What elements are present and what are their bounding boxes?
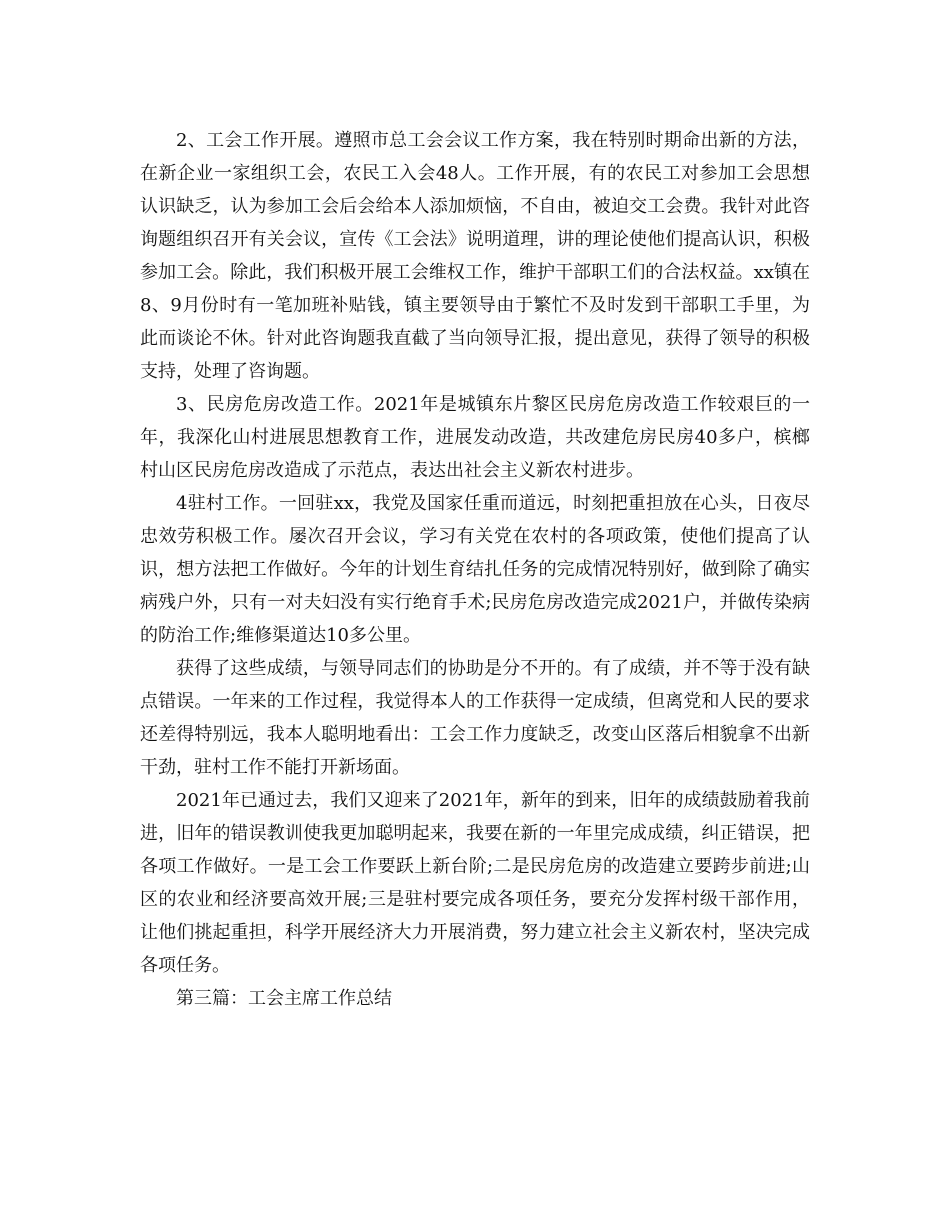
section-heading: 第三篇：工会主席工作总结	[176, 988, 392, 1009]
document-page	[140, 124, 810, 1015]
paragraph-achievements: 获得了这些成绩，与领导同志们的协助是分不开的。有了成绩，并不等于没有缺点错误。一年来的工作过程，我觉得本人的工作获得一定成绩，但离党和人民的要求还差得特别远，我本人聪明地看出：工会工作力度缺乏，改变山区落后相貌拿不出新干劲，驻村工作不能打开新场面。	[140, 658, 810, 778]
paragraph-village-work: 4驻村工作。一回驻xx，我党及国家任重而道远，时刻把重担放在心头，日夜尽忠效劳积极工作。屡次召开会议，学习有关党在农村的各项政策，使他们提高了认识，想方法把工作做好。今年的计划生育结扎任务的完成情况特别好，做到除了确实病残户外，只有一对夫妇没有实行绝育手术;民房危房改造完成2021户，并做传染病的防治工作;维修渠道达10多公里。	[140, 493, 810, 646]
paragraph-union-work: 2、工会工作开展。遵照市总工会会议工作方案，我在特别时期命出新的方法，在新企业一家组织工会，农民工入会48人。工作开展，有的农民工对参加工会思想认识缺乏，认为参加工会后会给本人添加烦恼，不自由，被迫交工会费。我针对此咨询题组织召开有关会议，宣传《工会法》说明道理，讲的理论使他们提高认识，积极参加工会。除此，我们积极开展工会维权工作，维护干部职工们的合法权益。xx镇在8、9月份时有一笔加班补贴钱，镇主要领导由于繁忙不及时发到干部职工手里，为此而谈论不休。针对此咨询题我直截了当向领导汇报，提出意见，获得了领导的积极支持，处理了咨询题。	[140, 130, 810, 382]
paragraph-new-year-plan: 2021年已通过去，我们又迎来了2021年，新年的到来，旧年的成绩鼓励着我前进，旧年的错误教训使我更加聪明起来，我要在新的一年里完成成绩，纠正错误，把各项工作做好。一是工会工作要跃上新台阶;二是民房危房的改造建立要跨步前进;山区的农业和经济要高效开展;三是驻村要完成各项任务，要充分发挥村级干部作用，让他们挑起重担，科学开展经济大力开展消费，努力建立社会主义新农村，坚决完成各项任务。	[140, 790, 810, 976]
paragraph-housing-renovation: 3、民房危房改造工作。2021年是城镇东片黎区民房危房改造工作较艰巨的一年，我深化山村进展思想教育工作，进展发动改造，共改建危房民房40多户，槟榔村山区民房危房改造成了示范点，表达出社会主义新农村进步。	[140, 394, 810, 481]
